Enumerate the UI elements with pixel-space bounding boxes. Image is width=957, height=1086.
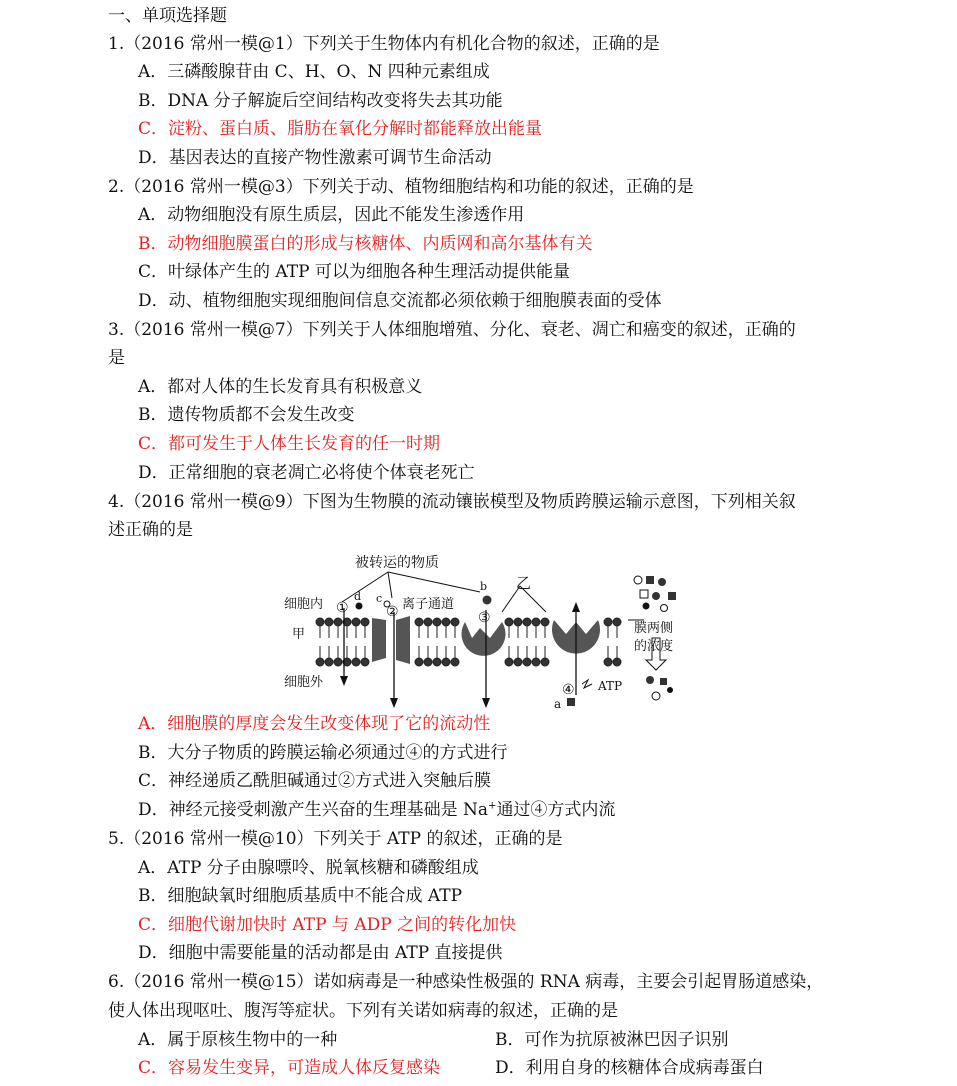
lipid-head — [415, 618, 423, 626]
question-3-option-b: B．遗传物质都不会发生改变 — [138, 405, 355, 425]
question-6-option-c-answer: C．容易发生变异，可造成人体反复感染 — [138, 1058, 441, 1078]
question-3-stem-cont: 是 — [108, 348, 125, 368]
lipid-head — [316, 618, 324, 626]
option-d-text: D．神经元接受刺激产生兴奋的生理基础是 Na — [138, 800, 489, 820]
question-4-option-b: B．大分子物质的跨膜运输必须通过④的方式进行 — [138, 743, 508, 763]
lipid-head — [613, 658, 621, 666]
label-d: d — [354, 590, 362, 603]
lipid-head — [442, 618, 450, 626]
lipid-head — [361, 618, 369, 626]
question-1-option-a: A．三磷酸腺苷由 C、H、O、N 四种元素组成 — [138, 62, 490, 82]
question-4-stem: 4.（2016 常州一模@9）下图为生物膜的流动镶嵌模型及物质跨膜运输示意图，下列相关叙 — [108, 492, 796, 512]
lipid-head — [352, 618, 360, 626]
atp-energy-squiggle — [582, 680, 592, 688]
label-c: c — [376, 592, 383, 605]
question-1-option-d: D．基因表达的直接产物性激素可调节生命活动 — [138, 148, 492, 168]
lipid-head — [451, 618, 459, 626]
question-4-option-d — [138, 798, 615, 822]
label-b: b — [480, 580, 488, 593]
question-3-option-a: A．都对人体的生长发育具有积极意义 — [138, 377, 423, 397]
question-2-option-a: A．动物细胞没有原生质层，因此不能发生渗透作用 — [138, 205, 525, 225]
lipid-head — [424, 658, 432, 666]
figure-title: 被转运的物质 — [355, 555, 439, 571]
label-4: ④ — [562, 682, 575, 698]
lipid-head — [442, 658, 450, 666]
option-d-text-end: 通过④方式内流 — [496, 800, 616, 820]
question-6-option-a: A．属于原核生物中的一种 — [138, 1030, 338, 1050]
lipid-head — [415, 658, 423, 666]
label-atp: ATP — [598, 679, 623, 693]
lipid-head — [523, 658, 531, 666]
lipid-head — [352, 658, 360, 666]
label-a: a — [554, 697, 562, 710]
lipid-head — [451, 658, 459, 666]
lipid-head — [514, 658, 522, 666]
label-conc-1: 膜两侧 — [634, 621, 674, 636]
question-2-option-d: D．动、植物细胞实现细胞间信息交流都必须依赖于细胞膜表面的受体 — [138, 291, 662, 311]
label-2: ② — [386, 604, 399, 620]
question-5-option-d: D．细胞中需要能量的活动都是由 ATP 直接提供 — [138, 943, 503, 963]
question-2-stem: 2.（2016 常州一模@3）下列关于动、植物细胞结构和功能的叙述，正确的是 — [108, 177, 694, 197]
membrane-transport-figure — [280, 550, 700, 710]
question-1-stem: 1.（2016 常州一模@1）下列关于生物体内有机化合物的叙述，正确的是 — [108, 34, 660, 54]
lipid-head — [541, 618, 549, 626]
question-4-stem-cont: 述正确的是 — [108, 520, 193, 540]
question-6-stem: 6.（2016 常州一模@15）诺如病毒是一种感染性极强的 RNA 病毒，主要会引起胃肠道感染， — [108, 972, 824, 992]
na-plus-superscript: + — [488, 800, 497, 812]
label-outside: 细胞外 — [284, 675, 324, 690]
question-3-option-d: D．正常细胞的衰老凋亡必将使个体衰老死亡 — [138, 463, 475, 483]
label-inside: 细胞内 — [284, 597, 324, 612]
question-2-option-c: C．叶绿体产生的 ATP 可以为细胞各种生理活动提供能量 — [138, 262, 570, 282]
lipid-head — [334, 618, 342, 626]
channel-protein-right — [396, 616, 410, 664]
channel-protein-left — [372, 618, 386, 662]
label-3: ③ — [478, 610, 491, 626]
question-1-option-c-answer: C．淀粉、蛋白质、脂肪在氧化分解时都能释放出能量 — [138, 119, 543, 139]
lipid-head — [325, 618, 333, 626]
label-ion-channel: 离子通道 — [402, 597, 455, 612]
lipid-head — [541, 658, 549, 666]
lipid-head — [433, 658, 441, 666]
carrier-protein-3 — [462, 622, 506, 656]
lipid-head — [514, 618, 522, 626]
question-5-option-b: B．细胞缺氧时细胞质基质中不能合成 ATP — [138, 886, 463, 906]
question-3-stem: 3.（2016 常州一模@7）下列关于人体细胞增殖、分化、衰老、凋亡和癌变的叙述，正确的 — [108, 320, 796, 340]
question-4-option-c: C．神经递质乙酰胆碱通过②方式进入突触后膜 — [138, 771, 492, 791]
lipid-head — [316, 658, 324, 666]
section-title: 一、单项选择题 — [108, 6, 227, 26]
lipid-head — [532, 618, 540, 626]
lipid-head — [325, 658, 333, 666]
lipid-head — [613, 618, 621, 626]
lipid-head — [361, 658, 369, 666]
lipid-head — [334, 658, 342, 666]
label-yi: 乙 — [516, 574, 532, 592]
lipid-head — [433, 618, 441, 626]
lipid-head — [505, 618, 513, 626]
label-1: ① — [336, 600, 349, 616]
question-1-option-b: B．DNA 分子解旋后空间结构改变将失去其功能 — [138, 91, 503, 111]
question-5-option-c-answer: C．细胞代谢加快时 ATP 与 ADP 之间的转化加快 — [138, 915, 517, 935]
lipid-head — [604, 658, 612, 666]
question-5-stem: 5.（2016 常州一模@10）下列关于 ATP 的叙述，正确的是 — [108, 829, 563, 849]
question-6-option-b: B．可作为抗原被淋巴因子识别 — [495, 1030, 729, 1050]
lipid-head — [604, 618, 612, 626]
lipid-head — [532, 658, 540, 666]
question-6-option-d: D．利用自身的核糖体合成病毒蛋白 — [495, 1058, 764, 1078]
label-conc-2: 的浓度 — [634, 639, 674, 654]
lipid-head — [505, 658, 513, 666]
question-2-option-b-answer: B．动物细胞膜蛋白的形成与核糖体、内质网和高尔基体有关 — [138, 234, 593, 254]
question-4-option-a-answer: A．细胞膜的厚度会发生改变体现了它的流动性 — [138, 714, 491, 734]
lipid-head — [523, 618, 531, 626]
question-3-option-c-answer: C．都可发生于人体生长发育的任一时期 — [138, 434, 441, 454]
lipid-head — [424, 618, 432, 626]
question-6-stem-cont: 使人体出现呕吐、腹泻等症状。下列有关诺如病毒的叙述，正确的是 — [108, 1001, 618, 1021]
label-jia: 甲 — [292, 627, 306, 642]
question-5-option-a: A．ATP 分子由腺嘌呤、脱氧核糖和磷酸组成 — [138, 858, 479, 878]
